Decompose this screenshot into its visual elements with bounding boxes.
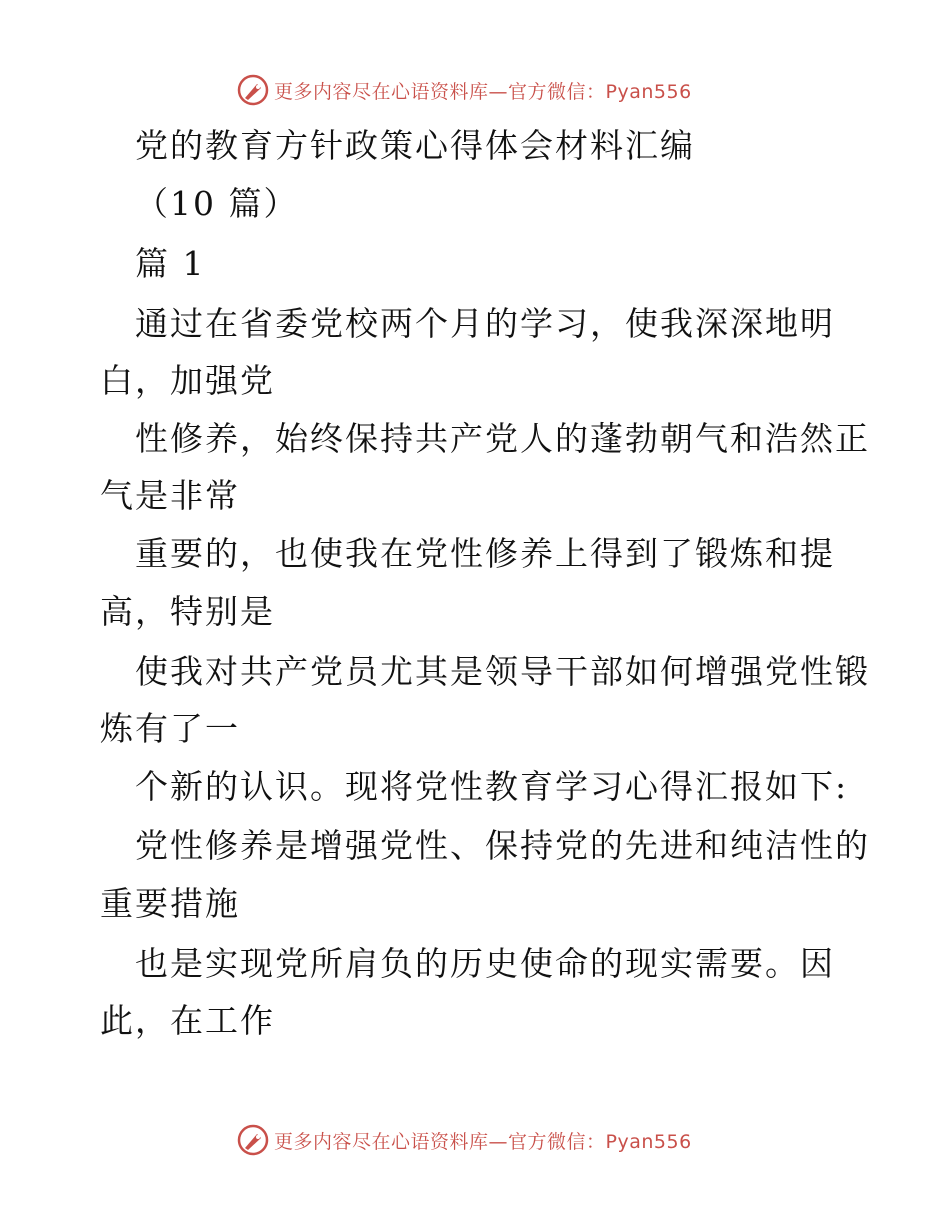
paragraph-line: 性修养，始终保持共产党人的蓬勃朝气和浩然正 — [135, 419, 870, 458]
paragraph-line: 白，加强党 — [100, 361, 275, 400]
pen-nib-logo-icon — [236, 1123, 270, 1157]
paragraph-line: 也是实现党所肩负的历史使命的现实需要。因 — [135, 944, 835, 983]
paragraph-line: 个新的认识。现将党性教育学习心得汇报如下: — [135, 767, 849, 806]
paragraph-line: 党性修养是增强党性、保持党的先进和纯洁性的 — [135, 826, 870, 865]
paragraph-line: 炼有了一 — [100, 709, 240, 748]
paragraph-line: 此，在工作 — [100, 1001, 275, 1040]
watermark-text: 更多内容尽在心语资料库—官方微信：Pyan556 — [274, 1130, 692, 1153]
paragraph-line: 重要的，也使我在党性修养上得到了锻炼和提 — [135, 534, 835, 573]
footer-watermark — [236, 1120, 796, 1160]
paragraph-line: 使我对共产党员尤其是领导干部如何增强党性锻 — [135, 652, 870, 691]
paragraph-line: 重要措施 — [100, 884, 240, 923]
paragraph-line: 气是非常 — [100, 476, 240, 515]
paragraph-line: 高，特别是 — [100, 592, 275, 631]
header-watermark — [236, 70, 796, 110]
paragraph-line: 通过在省委党校两个月的学习，使我深深地明 — [135, 304, 835, 343]
pen-nib-logo-icon — [236, 73, 270, 107]
watermark-text: 更多内容尽在心语资料库—官方微信：Pyan556 — [274, 80, 692, 103]
section-heading: 篇 1 — [135, 244, 206, 283]
document-title-count: （10 篇） — [135, 184, 299, 223]
document-title: 党的教育方针政策心得体会材料汇编 — [135, 126, 695, 165]
